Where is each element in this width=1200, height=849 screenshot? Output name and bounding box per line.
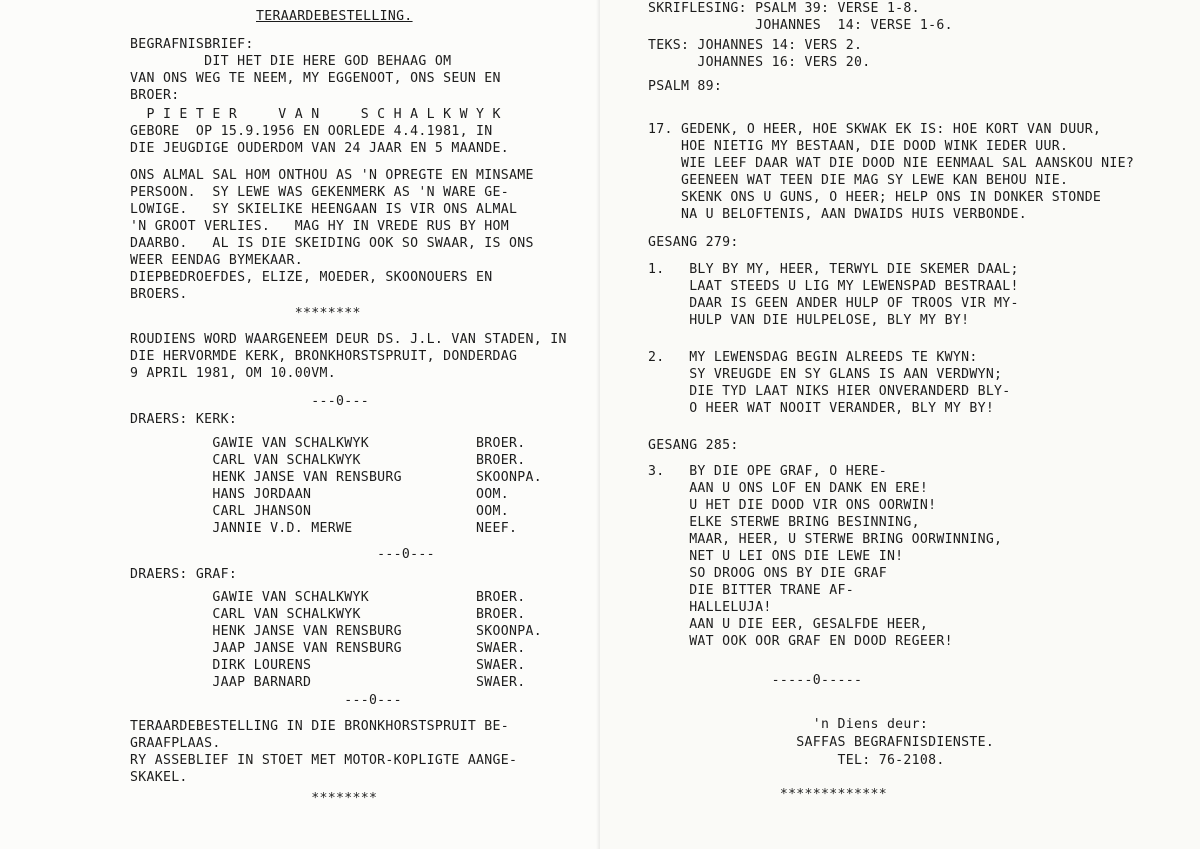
text-line: JOHANNES 16: VERS 20. <box>648 55 871 70</box>
text-line: GRAAFPLAAS. <box>130 736 221 751</box>
funeral-service-name: SAFFAS BEGRAFNISDIENSTE. <box>648 735 995 750</box>
section-heading: PSALM 89: <box>648 79 723 94</box>
verse-line: NET U LEI ONS DIE LEWE IN! <box>648 549 904 564</box>
verse-line: HULP VAN DIE HULPELOSE, BLY MY BY! <box>648 313 970 328</box>
verse-line: U HET DIE DOOD VIR ONS OORWIN! <box>648 498 937 513</box>
verse-line: WIE LEEF DAAR WAT DIE DOOD NIE EENMAAL SAL AANSKOU NIE? <box>648 156 1135 171</box>
verse-line: LAAT STEEDS U LIG MY LEWENSPAD BESTRAAL! <box>648 279 1019 294</box>
text-line: TEKS: JOHANNES 14: VERS 2. <box>648 38 863 53</box>
section-heading: DRAERS: KERK: <box>130 412 238 427</box>
text-line: PERSOON. SY LEWE WAS GEKENMERK AS 'N WARE GE- <box>130 185 510 200</box>
section-heading: GESANG 279: <box>648 235 739 250</box>
text-line: DIE HERVORMDE KERK, BRONKHORSTSPRUIT, DONDERDAG <box>130 349 518 364</box>
text-line: BEGRAFNISBRIEF: <box>130 37 254 52</box>
right-page <box>600 0 1200 849</box>
bearer-row: GAWIE VAN SCHALKWYK BROER. <box>130 590 526 605</box>
text-line: GEBORE OP 15.9.1956 EN OORLEDE 4.4.1981, IN <box>130 124 493 139</box>
text-line: JOHANNES 14: VERSE 1-6. <box>648 18 953 33</box>
verse-line: DIE BITTER TRANE AF- <box>648 583 854 598</box>
verse-line: DAAR IS GEEN ANDER HULP OF TROOS VIR MY- <box>648 296 1019 311</box>
bearer-row: JANNIE V.D. MERWE NEEF. <box>130 521 518 536</box>
text-line: BROERS. <box>130 287 188 302</box>
verse-line: 1. BLY BY MY, HEER, TERWYL DIE SKEMER DAAL; <box>648 262 1019 277</box>
verse-line: WAT OOK OOR GRAF EN DOOD REGEER! <box>648 634 953 649</box>
bearer-row: CARL JHANSON OOM. <box>130 504 510 519</box>
text-line: DIT HET DIE HERE GOD BEHAAG OM <box>130 54 452 69</box>
separator: ---0--- <box>130 394 369 409</box>
bearer-row: HENK JANSE VAN RENSBURG SKOONPA. <box>130 624 542 639</box>
section-heading: GESANG 285: <box>648 438 739 453</box>
bearer-row: JAAP JANSE VAN RENSBURG SWAER. <box>130 641 526 656</box>
separator: ---0--- <box>130 693 402 708</box>
document-title: TERAARDEBESTELLING. <box>256 9 413 24</box>
deceased-name: P I E T E R V A N S C H A L K W Y K <box>130 107 501 122</box>
text-line: ONS ALMAL SAL HOM ONTHOU AS 'N OPREGTE EN MINSAME <box>130 168 534 183</box>
verse-line: AAN U DIE EER, GESALFDE HEER, <box>648 617 929 632</box>
text-line: DIEPBEDROEFDES, ELIZE, MOEDER, SKOONOUERS EN <box>130 270 493 285</box>
bearer-row: CARL VAN SCHALKWYK BROER. <box>130 453 526 468</box>
text-line: SKRIFLESING: PSALM 39: VERSE 1-8. <box>648 1 920 16</box>
bearer-row: JAAP BARNARD SWAER. <box>130 675 526 690</box>
separator-stars: ******** <box>130 306 361 321</box>
text-line: ROUDIENS WORD WAARGENEEM DEUR DS. J.L. VAN STADEN, IN <box>130 332 567 347</box>
verse-line: GEENEEN WAT TEEN DIE MAG SY LEWE KAN BEHOU NIE. <box>648 173 1069 188</box>
service-by-label: 'n Diens deur: <box>648 717 929 732</box>
text-line: SKAKEL. <box>130 770 188 785</box>
verse-line: AAN U ONS LOF EN DANK EN ERE! <box>648 481 929 496</box>
separator-stars: ************* <box>648 787 887 802</box>
text-line: LOWIGE. SY SKIELIKE HEENGAAN IS VIR ONS ALMAL <box>130 202 518 217</box>
verse-line: SO DROOG ONS BY DIE GRAF <box>648 566 887 581</box>
verse-line: DIE TYD LAAT NIKS HIER ONVERANDERD BLY- <box>648 384 1011 399</box>
separator-stars: ******** <box>130 791 378 806</box>
verse-line: O HEER WAT NOOIT VERANDER, BLY MY BY! <box>648 401 995 416</box>
verse-line: 17. GEDENK, O HEER, HOE SKWAK EK IS: HOE KORT VAN DUUR, <box>648 122 1102 137</box>
verse-line: HALLELUJA! <box>648 600 772 615</box>
text-line: DAARBO. AL IS DIE SKEIDING OOK SO SWAAR, IS ONS <box>130 236 534 251</box>
text-line: VAN ONS WEG TE NEEM, MY EGGENOOT, ONS SEUN EN <box>130 71 501 86</box>
verse-line: SKENK ONS U GUNS, O HEER; HELP ONS IN DONKER STONDE <box>648 190 1102 205</box>
text-line: DIE JEUGDIGE OUDERDOM VAN 24 JAAR EN 5 MAANDE. <box>130 141 510 156</box>
separator: -----0----- <box>648 673 863 688</box>
bearer-row: GAWIE VAN SCHALKWYK BROER. <box>130 436 526 451</box>
verse-line: 2. MY LEWENSDAG BEGIN ALREEDS TE KWYN: <box>648 350 978 365</box>
bearer-row: DIRK LOURENS SWAER. <box>130 658 526 673</box>
verse-line: NA U BELOFTENIS, AAN DWAIDS HUIS VERBONDE. <box>648 207 1028 222</box>
verse-line: SY VREUGDE EN SY GLANS IS AAN VERDWYN; <box>648 367 1003 382</box>
text-line: BROER: <box>130 88 180 103</box>
bearer-row: CARL VAN SCHALKWYK BROER. <box>130 607 526 622</box>
telephone-number: TEL: 76-2108. <box>648 753 945 768</box>
text-line: 'N GROOT VERLIES. MAG HY IN VREDE RUS BY HOM <box>130 219 510 234</box>
bearer-row: HANS JORDAAN OOM. <box>130 487 510 502</box>
verse-line: HOE NIETIG MY BESTAAN, DIE DOOD WINK IEDER UUR. <box>648 139 1069 154</box>
section-heading: DRAERS: GRAF: <box>130 567 238 582</box>
text-line: TERAARDEBESTELLING IN DIE BRONKHORSTSPRUIT BE- <box>130 719 510 734</box>
separator: ---0--- <box>130 547 435 562</box>
text-line: RY ASSEBLIEF IN STOET MET MOTOR-KOPLIGTE AANGE- <box>130 753 518 768</box>
bearer-row: HENK JANSE VAN RENSBURG SKOONPA. <box>130 470 542 485</box>
verse-line: ELKE STERWE BRING BESINNING, <box>648 515 920 530</box>
text-line: 9 APRIL 1981, OM 10.00VM. <box>130 366 336 381</box>
verse-line: MAAR, HEER, U STERWE BRING OORWINNING, <box>648 532 1003 547</box>
verse-line: 3. BY DIE OPE GRAF, O HERE- <box>648 464 887 479</box>
text-line: WEER EENDAG BYMEKAAR. <box>130 253 304 268</box>
